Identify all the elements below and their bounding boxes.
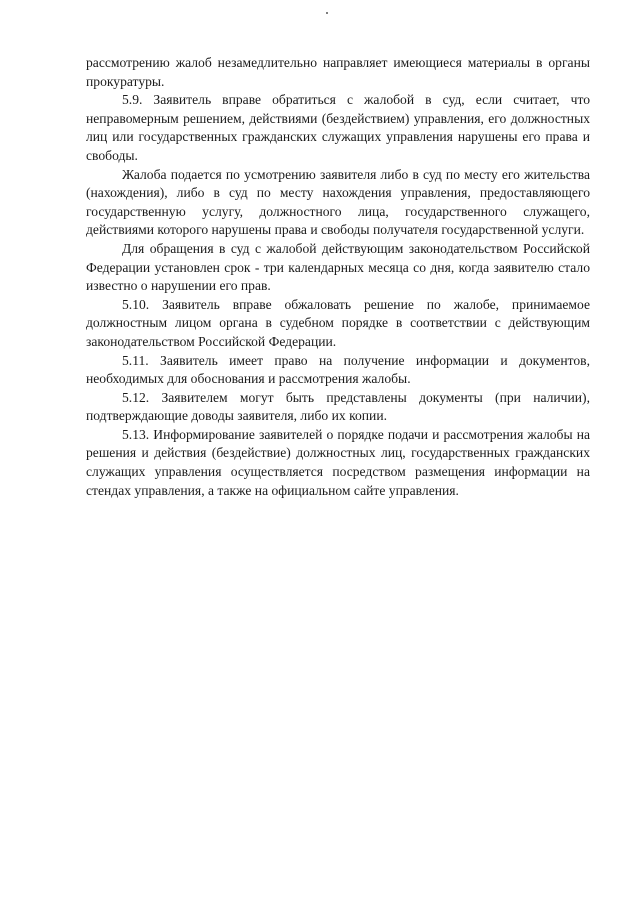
scan-speck [326,12,328,14]
paragraph-deadline: Для обращения в суд с жалобой действующим законодательством Российской Федерации установлен срок - три календарных месяца со дня, когда заявителю стало известно о нарушении его прав. [86,240,590,294]
paragraph-5-11: 5.11. Заявитель имеет право на получение информации и документов, необходимых для обоснования и рассмотрения жалобы. [86,352,590,387]
paragraph-complaint-venue: Жалоба подается по усмотрению заявителя либо в суд по месту его жительства (нахождения), либо в суд по месту нахождения управления, предоставляющего государственную услугу, должностного лица, государственного служащего, действиями которого нарушены права и свободы получателя государственной услуги. [86,166,590,238]
paragraph-continuation: рассмотрению жалоб незамедлительно направляет имеющиеся материалы в органы прокуратуры. [86,55,590,89]
document-body [86,54,590,500]
paragraph-5-9: 5.9. Заявитель вправе обратиться с жалобой в суд, если считает, что неправомерным решением, действиями (бездействием) управления, его должностных лиц или государственных гражданских служащих управления нарушены его права и свободы. [86,92,590,163]
paragraph-5-10: 5.10. Заявитель вправе обжаловать решение по жалобе, принимаемое должностным лицом органа в судебном порядке в соответствии с действующим законодательством Российской Федерации. [86,296,590,349]
paragraph-5-12: 5.12. Заявителем могут быть представлены документы (при наличии), подтверждающие доводы заявителя, либо их копии. [86,389,590,424]
paragraph-5-13: 5.13. Информирование заявителей о порядке подачи и рассмотрения жалобы на решения и действия (бездействие) должностных лиц, государственных гражданских служащих управления осуществляется посредством размещения информации на стендах управления, а также на официальном сайте управления. [86,426,590,498]
